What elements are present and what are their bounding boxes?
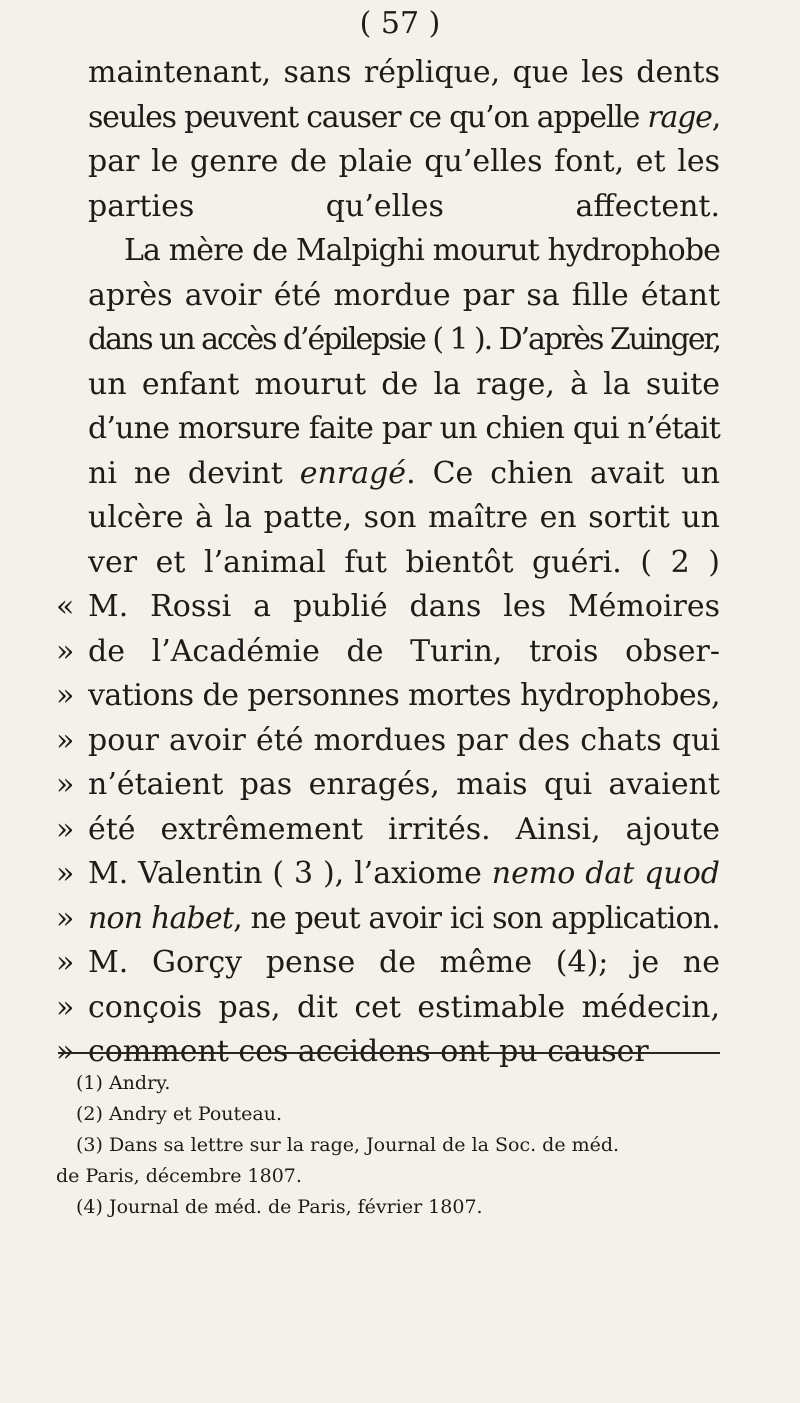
text-line [0, 673, 800, 719]
quote-mark: » [56, 767, 75, 802]
line-text [88, 673, 720, 719]
line-segment: un enfant mourut de la rage, à la suite [88, 366, 720, 402]
line-segment: ver et l’animal fut bientôt guéri. ( 2 ) [88, 544, 720, 580]
quote-mark: « [56, 589, 75, 624]
text-line [0, 184, 800, 230]
text-line [0, 629, 800, 675]
text-line [0, 851, 800, 897]
quote-mark: » [56, 678, 75, 713]
footnote [0, 1068, 800, 1098]
line-text [88, 762, 720, 808]
text-line [0, 451, 800, 497]
line-text [88, 139, 720, 185]
quote-mark: » [56, 811, 75, 847]
line-text [88, 718, 720, 764]
line-segment: , ne peut avoir ici son application. [233, 900, 720, 936]
line-text [88, 273, 720, 319]
italic-phrase: enragé [299, 455, 407, 491]
line-text [88, 629, 720, 675]
footnote-text: (1) Andry. [76, 1072, 171, 1094]
line-segment: vations de personnes mortes hydrophobes, [88, 678, 720, 713]
line-text [88, 50, 720, 96]
quote-mark: » [56, 900, 75, 936]
footnote-text: de Paris, décembre 1807. [56, 1165, 302, 1187]
text-line [0, 95, 800, 141]
line-segment: d’une morsure faite par un chien qui n’était [88, 411, 720, 446]
line-segment: . Ce chien avait un [406, 455, 720, 491]
footnote-text: (3) Dans sa lettre sur la rage, Journal de la Soc. de méd. [76, 1134, 620, 1156]
text-line [0, 762, 800, 808]
text-line [0, 584, 800, 630]
line-segment: après avoir été mordue par sa fille étant [88, 277, 720, 313]
line-text [88, 406, 720, 452]
line-segment: comment ces accidens ont pu causer [88, 1034, 649, 1069]
italic-phrase: rage [647, 99, 712, 135]
text-line [0, 985, 800, 1031]
text-line [0, 139, 800, 185]
line-segment: dans un accès d’épilepsie ( 1 ). D’après Zuinger, [88, 322, 720, 357]
line-segment: La mère de Malpighi mourut hydrophobe [124, 233, 721, 268]
line-segment: M. Valentin ( 3 ), l’axiome [88, 856, 492, 891]
text-line [0, 273, 800, 319]
line-segment: seules peuvent causer ce qu’on appelle [88, 99, 648, 135]
line-text [88, 851, 720, 897]
quote-mark: » [56, 856, 75, 891]
quote-mark: » [56, 722, 75, 758]
footnote-text: (2) Andry et Pouteau. [76, 1103, 283, 1125]
line-text [124, 228, 720, 274]
line-text [88, 95, 720, 141]
quote-mark: » [56, 1034, 75, 1069]
quote-mark: » [56, 945, 75, 980]
text-line [0, 495, 800, 541]
line-segment: pour avoir été mordues par des chats qui [88, 722, 720, 758]
text-line [0, 228, 800, 274]
quote-mark: » [56, 633, 75, 669]
line-text [88, 807, 720, 853]
line-segment: été extrêmement irrités. Ainsi, ajoute [88, 811, 720, 847]
text-line [0, 50, 800, 96]
line-segment: parties qu’elles affectent. [88, 188, 720, 224]
line-text [88, 584, 720, 630]
text-line [0, 807, 800, 853]
footnote-text: (4) Journal de méd. de Paris, février 1807. [76, 1196, 483, 1218]
footnote-rule [58, 1052, 720, 1054]
italic-phrase: non habet [88, 900, 234, 936]
italic-phrase: nemo dat quod [491, 856, 721, 891]
line-segment: de l’Académie de Turin, trois obser- [88, 633, 720, 669]
line-text [88, 362, 720, 408]
text-line [0, 896, 800, 942]
line-text [88, 495, 720, 541]
line-segment: , [711, 99, 720, 135]
page-number: ( 57 ) [359, 6, 441, 41]
line-segment: par le genre de plaie qu’elles font, et les [88, 144, 720, 179]
quote-mark: » [56, 989, 75, 1025]
line-segment: n’étaient pas enragés, mais qui avaient [88, 767, 720, 802]
line-text [88, 985, 720, 1031]
line-text [88, 451, 720, 497]
footnote [0, 1192, 800, 1222]
footnote [0, 1099, 800, 1129]
line-text [88, 317, 720, 363]
line-text [88, 940, 720, 986]
text-line [0, 406, 800, 452]
line-segment: ulcère à la patte, son maître en sortit un [88, 500, 720, 535]
line-text [88, 896, 720, 942]
text-line [0, 317, 800, 363]
line-segment: M. Rossi a publié dans les Mémoires [88, 589, 720, 624]
line-segment: M. Gorçy pense de même (4); je ne [88, 945, 720, 980]
line-segment: ni ne devint [88, 455, 300, 491]
footnote [0, 1130, 800, 1160]
footnote [0, 1161, 800, 1191]
text-line [0, 362, 800, 408]
text-line [0, 540, 800, 586]
line-segment: maintenant, sans réplique, que les dents [88, 55, 720, 90]
text-line [0, 718, 800, 764]
line-segment: conçois pas, dit cet estimable médecin, [88, 989, 720, 1025]
text-line [0, 940, 800, 986]
line-text [88, 184, 720, 230]
line-text [88, 540, 720, 586]
